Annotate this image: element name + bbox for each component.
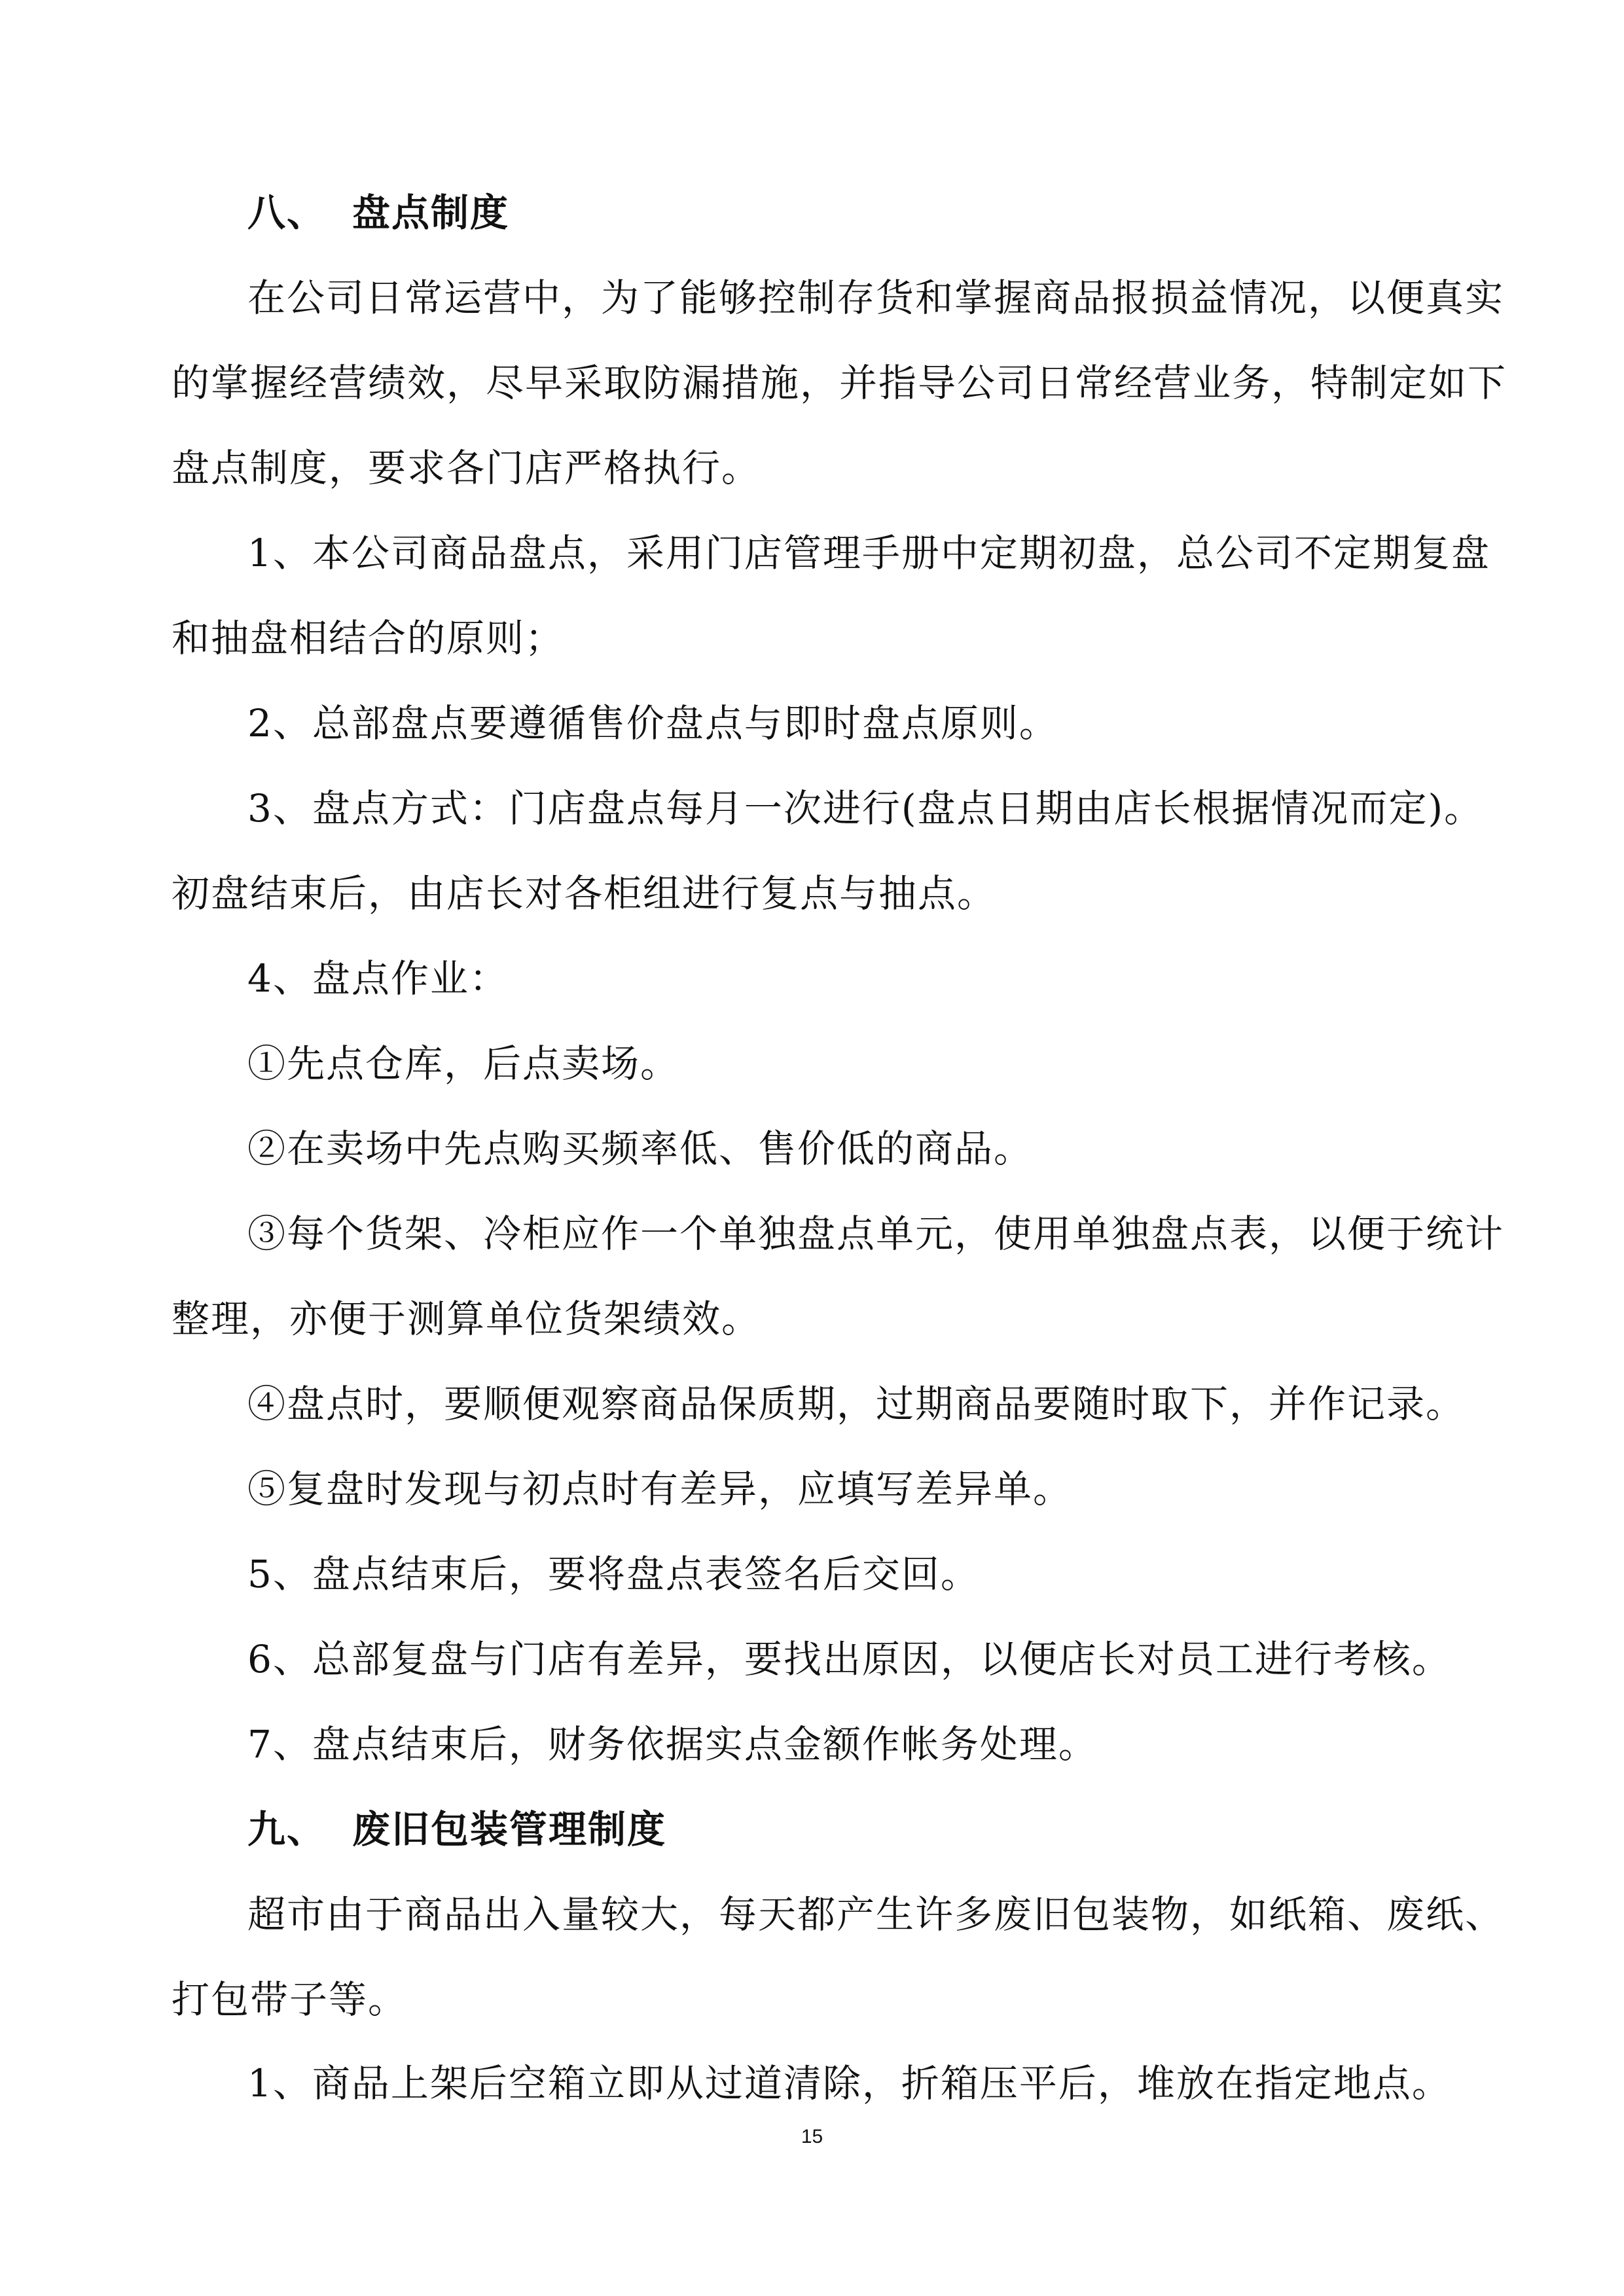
item-3-line-1: 3、盘点方式：门店盘点每月一次进行(盘点日期由店长根据情况而定)。 — [247, 786, 1484, 831]
item-4: 4、盘点作业： — [247, 956, 509, 1001]
page-number: 15 — [801, 2126, 823, 2147]
section-8-number: 八、 — [247, 190, 327, 235]
item-1-line-1: 1、本公司商品盘点，采用门店管理手册中定期初盘，总公司不定期复盘 — [247, 531, 1490, 575]
item-7: 7、盘点结束后，财务依据实点金额作帐务处理。 — [247, 1722, 1098, 1767]
sub-item-3-line-1: ③每个货架、冷柜应作一个单独盘点单元，使用单独盘点表，以便于统计 — [247, 1211, 1505, 1256]
section-9-heading — [247, 1806, 666, 1852]
section-9-title: 废旧包装管理制度 — [352, 1807, 667, 1852]
section-8-title: 盘点制度 — [352, 190, 510, 235]
item-3-line-2: 初盘结束后，由店长对各柜组进行复点与抽点。 — [171, 871, 997, 916]
sub-item-2: ②在卖场中先点购买频率低、售价低的商品。 — [247, 1126, 1034, 1171]
section-8-intro-line-3: 盘点制度，要求各门店严格执行。 — [171, 446, 761, 490]
item-2: 2、总部盘点要遵循售价盘点与即时盘点原则。 — [247, 701, 1058, 745]
item-5: 5、盘点结束后，要将盘点表签名后交回。 — [247, 1552, 980, 1596]
section-9-intro-line-2: 打包带子等。 — [171, 1977, 408, 2022]
section-8-heading — [247, 190, 509, 236]
item-1-line-2: 和抽盘相结合的原则； — [171, 616, 565, 660]
section-9-item-1: 1、商品上架后空箱立即从过道清除，折箱压平后，堆放在指定地点。 — [247, 2061, 1451, 2106]
sub-item-3-line-2: 整理，亦便于测算单位货架绩效。 — [171, 1297, 761, 1341]
item-6: 6、总部复盘与门店有差异，要找出原因，以便店长对员工进行考核。 — [247, 1637, 1451, 1681]
sub-item-1: ①先点仓库，后点卖场。 — [247, 1041, 680, 1086]
section-9-number: 九、 — [247, 1807, 327, 1852]
section-9-intro-line-1: 超市由于商品出入量较大，每天都产生许多废旧包装物，如纸箱、废纸、 — [247, 1892, 1505, 1937]
sub-item-5: ⑤复盘时发现与初点时有差异，应填写差异单。 — [247, 1467, 1073, 1511]
section-8-intro-line-2: 的掌握经营绩效，尽早采取防漏措施，并指导公司日常经营业务，特制定如下 — [171, 361, 1507, 405]
section-8-intro-line-1: 在公司日常运营中，为了能够控制存货和掌握商品报损益情况，以便真实 — [247, 276, 1505, 320]
sub-item-4: ④盘点时，要顺便观察商品保质期，过期商品要随时取下，并作记录。 — [247, 1382, 1466, 1426]
